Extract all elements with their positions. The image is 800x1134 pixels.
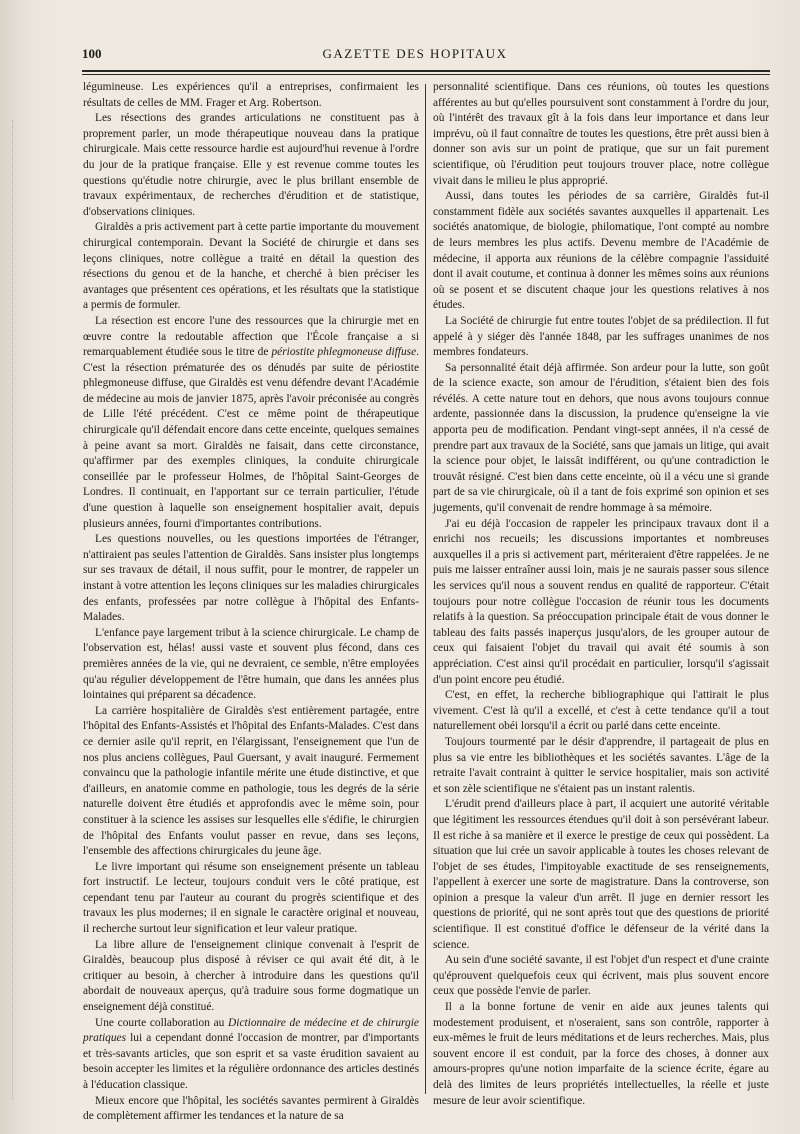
paragraph — [83, 1016, 419, 1094]
paragraph: L'érudit prend d'ailleurs place à part, il acquiert une autorité véritable que légitiment les ressources étendues qu'il doit à son persévérant labeur. Il est riche à sa manière et il exerce le prestige de ceux qui possèdent. La situation que lui crée un savoir applicable à toutes les choses relevant de l'objet de ses études, l'impitoyable exactitude de ses renseignements, l'appellent à exercer une sorte de magistrature. Dans la controverse, son opinion a presque la valeur d'un arrêt. Il juge en dernier ressort les questions de priorité, qui ne sont après tout que des questions de priorité scientifique. Il est constitué d'office le défenseur de la vérité dans la science. — [433, 798, 769, 951]
paragraph: Le livre important qui résume son enseignement présente un tableau fort instructif. Le lecteur, toujours conduit vers le côté pratique, est cependant tenu par l'auteur au courant du progrès scientifique et des travaux les plus modernes; il en signale le caractère original et nouveau, il recherche surtout leur signification et leur valeur pratique. — [83, 860, 419, 936]
header-rule-thick — [82, 70, 770, 72]
journal-title: GAZETTE DES HOPITAUX — [322, 46, 508, 61]
paragraph: Aussi, dans toutes les périodes de sa carrière, Giraldès fut-il constamment fidèle aux sociétés savantes auxquelles il appartenait. Les sociétés anatomique, de biologie, philomatique, l'ont compté au nombre de leurs membres les plus actifs. Devenu membre de l'Académie de médecine, il apporta aux réunions de la célèbre compagnie l'assiduité dont il avait coutume, et continua à donner les mêmes soins aux réunions où se posent et se discutent chaque jour les questions relatives à nos études. — [433, 190, 769, 312]
paragraph: La Société de chirurgie fut entre toutes l'objet de sa prédilection. Il fut appelé à y siéger dès l'année 1848, par les suffrages unanimes de nos membres fondateurs. — [433, 314, 769, 359]
paragraph: J'ai eu déjà l'occasion de rappeler les principaux travaux dont il a enrichi nos recueils; les discussions importantes et nombreuses auxquelles il a pris si activement part, mériteraient d'être rappelées. Je ne puis me laisser entraîner aussi loin, mais je ne saurais passer sous silence les services qu'il nous a souvent rendus en qualité de rapporteur. C'était toujours pour notre collègue l'occasion de réunir tous les documents relatifs à la question. Sa préoccupation principale était de vous donner le tableau des faits passés inaperçus jusqu'alors, de les grouper autour de ceux qui faisaient l'objet du travail qui avait été soumis à son appréciation. C'est ainsi qu'il procédait en particulier, lorsqu'il s'agissait d'un point encore peu étudié. — [433, 517, 769, 686]
left-column — [83, 80, 419, 1123]
paragraph-text: . C'est la résection prématurée des os dénudés par suite de périostite phlegmoneuse diffuse, que Giraldès est venu défendre devant l'Académie de médecine au mois de janvier 1875, après l'avoir préconisée au congrès de Lille l'été précédent. C'est ce même point de thérapeutique chirurgicale qu'il défendait encore dans cette enceinte, quelques semaines à peine avant sa mort. Giraldès ne faisait, dans cette circonstance, qu'affirmer par des exemples cliniques, la conduite chirurgicale conseillée par le professeur Holmes, de l'hôpital Saint-Georges de Londres. Il continuait, en l'apportant sur ce terrain particulier, l'étude d'une question à laquelle son enseignement hospitalier avait, depuis plusieurs années, fourni d'importantes contributions. — [83, 346, 419, 530]
page-number: 100 — [82, 46, 102, 61]
right-column — [433, 80, 769, 1110]
paragraph: Sa personnalité était déjà affirmée. Son ardeur pour la lutte, son goût de la science exacte, son amour de l'érudition, s'étaient bien des fois révélés. A cette nature tout en dehors, que nous avons toujours connue ardente, passionnée dans la discussion, la prudence qu'enseigne la vie apporta peu de modification. Pendant vingt-sept années, il n'a cessé de prendre part aux travaux de la Société, sans que jamais un litige, qui avait la science pour objet, le laissât indifférent, ou qu'une contradiction le trouvât résigné. C'est bien dans cette enceinte, où il a vécu une si grande part de sa vie chirurgicale, où il a tant de fois exprimé son opinion et ses jugements, qu'il convenait de rendre hommage à sa mémoire. — [433, 361, 769, 515]
paragraph — [83, 314, 419, 532]
header-rule-thin — [82, 74, 770, 75]
page-margin-binding — [12, 120, 29, 1100]
italic-title: périostite phlegmoneuse diffuse — [271, 346, 417, 359]
paragraph: Les questions nouvelles, ou les questions importées de l'étranger, n'attiraient pas seules l'attention de Giraldès. Sans insister plus longtemps sur ses travaux de détail, il nous suffit, pour le montrer, de rappeler un instant à votre attention les leçons cliniques sur les maladies chirurgicales des enfants, professées par notre collègue à l'hôpital des Enfants-Malades. — [83, 533, 419, 624]
paragraph: légumineuse. Les expériences qu'il a entreprises, confirmaient les résultats de celles de MM. Frager et Arg. Robertson. — [83, 81, 419, 109]
paragraph: L'enfance paye largement tribut à la science chirurgicale. Le champ de l'observation est, hélas! aussi vaste et souvent plus fécond, dans ces premières années de la vie, qui ne devraient, ce semble, n'être employées qu'au régulier développement de l'être humain, que dans les années plus lointaines qui préparent sa décadence. — [83, 626, 419, 702]
paragraph: Il a la bonne fortune de venir en aide aux jeunes talents qui modestement produisent, et n'oseraient, sans son contrôle, rapporter à eux-mêmes le fruit de leurs méditations et de leurs recherches. Mais, plus souvent encore il est conduit, par la force des choses, à donner aux amours-propres qu'une notion imparfaite de la science écrite, égare au delà des limites de leurs propriétés intellectuelles, la réelle et juste mesure de leur avoir scientifique. — [433, 1001, 769, 1107]
paragraph: personnalité scientifique. Dans ces réunions, où toutes les questions afférentes au but qu'elles poursuivent sont constamment à l'ordre du jour, où l'intérêt des travaux gît à la fois dans leur importance et dans leur imprévu, où il faut connaître de toutes les questions, être prêt aussi bien à donner son avis sur un point de pratique, que sur un fait purement scientifique, où l'érudition peut toujours trouver place, notre collègue vivait dans le milieu le plus approprié. — [433, 81, 769, 187]
paragraph-text: La résection est encore l'une des ressources que la chirurgie met en œuvre contre la redoutable affection que l'École française a si remarquablement étudiée sous le titre de — [83, 314, 419, 359]
paragraph: Giraldès a pris activement part à cette partie importante du mouvement chirurgical contemporain. Devant la Société de chirurgie et dans ses leçons cliniques, notre collègue a traité en détail la question des résections du genou et de la hanche, et cherché à bien préciser les avantages que présentent ces opérations, et les résultats que la statistique a permis de formuler. — [83, 221, 419, 312]
paragraph: La libre allure de l'enseignement clinique convenait à l'esprit de Giraldès, beaucoup plus disposé à réviser ce qui avait été dit, à le critiquer au besoin, à chercher à introduire dans les questions qu'il abordait de nouveaux aperçus, qu'à traduire sous forme dogmatique un enseignement déjà constitué. — [83, 938, 419, 1014]
paragraph-text: Une courte collaboration au — [95, 1016, 229, 1029]
paragraph: Au sein d'une société savante, il est l'objet d'un respect et d'une crainte qu'éprouvent quelquefois ceux qui écrivent, mais plus souvent encore ceux que possède l'envie de parler. — [433, 954, 769, 998]
paragraph: Mieux encore que l'hôpital, les sociétés savantes permirent à Giraldès de complètement affirmer les tendances et la nature de sa — [83, 1094, 419, 1123]
paragraph-text: lui a cependant donné l'occasion de montrer, par d'importants et très-savants articles, que son esprit et sa vaste érudition savaient au besoin accepter les limites et la régulière ordonnance des articles destinés à l'éducation classique. — [83, 1032, 419, 1091]
paragraph: La carrière hospitalière de Giraldès s'est entièrement partagée, entre l'hôpital des Enfants-Assistés et l'hôpital des Enfants-Malades. C'est dans ce dernier asile qu'il reprit, en l'élargissant, l'enseignement que l'un de nos plus anciens collègues, Paul Guersant, y avait inauguré. Fermement convaincu que la pathologie infantile mérite une étude distinctive, et que d'ailleurs, en anatomie comme en pathologie, tous les degrés de la série naturelle doivent être étudiés et approfondis avec le même soin, pour constituer à la science les assises sur lesquelles elle s'édifie, le chirurgien de l'hôpital des Enfants voulut passer en revue, dans ses leçons, l'ensemble des affections chirurgicales du jeune âge. — [83, 704, 419, 858]
page-header — [60, 40, 770, 66]
italic-title: Dictionnaire de médecine et de chirurgie pratiques — [83, 1016, 419, 1045]
paragraph: Les résections des grandes articulations ne constituent pas à proprement parler, un mode thérapeutique nouveau dans la pratique chirurgicale. Mais cette ressource hardie est aujourd'hui revenue à l'ordre du jour de la pratique française. Elle y est revenue comme toutes les questions qu'étudie notre chirurgie, avec le plus brillant ensemble de travaux expérimentaux, de recherches d'érudition et de statistique, d'observations cliniques. — [83, 112, 419, 218]
paragraph: Toujours tourmenté par le désir d'apprendre, il partageait de plus en plus sa vie entre les bibliothèques et les sociétés savantes. L'âge de la retraite l'avait contraint à quitter le service hospitalier, mais son activité et son zèle scientifique ne s'étaient pas un instant ralentis. — [433, 735, 769, 795]
paragraph: C'est, en effet, la recherche bibliographique qui l'attirait le plus vivement. C'est là qu'il a excellé, et c'est à cette tendance qu'il a tout naturellement obéi lorsqu'il a écrit ou parlé dans cette enceinte. — [433, 689, 769, 733]
column-divider — [425, 84, 426, 1094]
